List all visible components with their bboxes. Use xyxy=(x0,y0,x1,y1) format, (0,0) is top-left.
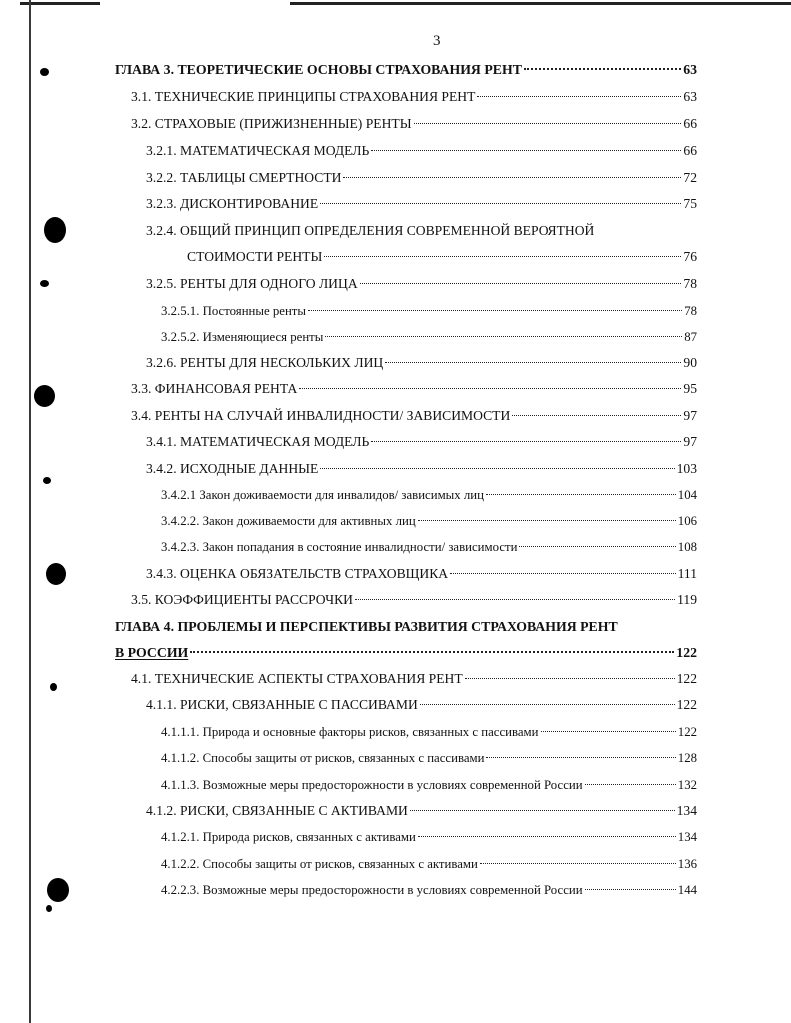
toc-entry-label: 4.1.1.3. Возможные меры предосторожности в условиях современной России xyxy=(161,778,583,792)
toc-entry-label: 4.1.1.2. Способы защиты от рисков, связанных с пассивами xyxy=(161,751,485,765)
toc-entry xyxy=(131,87,697,107)
toc-entry-label-continued: В РОССИИ xyxy=(115,645,189,660)
binder-hole-mark xyxy=(40,68,49,76)
toc-entry xyxy=(146,432,697,452)
scan-left-edge xyxy=(29,0,31,1023)
toc-entry xyxy=(161,327,697,347)
toc-entry-page: 97 xyxy=(683,408,697,423)
toc-entry xyxy=(161,722,697,742)
toc-entry-label: 3.2.5.2. Изменяющиеся ренты xyxy=(161,330,324,344)
toc-entry xyxy=(187,247,697,267)
toc-entry-page: 66 xyxy=(683,143,697,158)
toc-leader xyxy=(320,468,674,469)
toc-entry-page: 122 xyxy=(676,645,697,660)
toc-entry xyxy=(146,168,697,188)
toc-entry-label: 3.2. СТРАХОВЫЕ (ПРИЖИЗНЕННЫЕ) РЕНТЫ xyxy=(131,116,412,131)
toc-entry-page: 66 xyxy=(683,116,697,131)
toc-entry-page: 136 xyxy=(677,857,697,871)
toc-entry-page: 134 xyxy=(676,803,697,818)
toc-entry-page: 134 xyxy=(677,830,697,844)
toc-entry-label: 4.1. ТЕХНИЧЕСКИЕ АСПЕКТЫ СТРАХОВАНИЯ РЕНТ xyxy=(131,671,463,686)
toc-leader xyxy=(486,494,676,495)
toc-entry-label: 3.2.1. МАТЕМАТИЧЕСКАЯ МОДЕЛЬ xyxy=(146,143,370,158)
toc-leader xyxy=(477,96,681,97)
toc-entry-page: 87 xyxy=(684,330,697,344)
toc-entry-label: ГЛАВА 3. ТЕОРЕТИЧЕСКИЕ ОСНОВЫ СТРАХОВАНИЯ РЕНТ xyxy=(115,62,522,77)
toc-entry xyxy=(146,274,697,294)
toc-entry-label: 4.1.2.1. Природа рисков, связанных с активами xyxy=(161,830,416,844)
toc-entry-label: 3.2.5. РЕНТЫ ДЛЯ ОДНОГО ЛИЦА xyxy=(146,276,358,291)
toc-entry xyxy=(146,695,697,715)
toc-leader xyxy=(355,599,675,600)
toc-entry-label: 3.2.5.1. Постоянные ренты xyxy=(161,304,306,318)
toc-leader xyxy=(585,784,676,785)
toc-entry-label: 3.2.4. ОБЩИЙ ПРИНЦИП ОПРЕДЕЛЕНИЯ СОВРЕМЕННОЙ ВЕРОЯТНОЙ xyxy=(146,223,595,238)
page-number: 3 xyxy=(433,33,441,49)
toc-leader xyxy=(320,203,681,204)
toc-leader xyxy=(343,177,681,178)
toc-entry-label: 4.1.2. РИСКИ, СВЯЗАННЫЕ С АКТИВАМИ xyxy=(146,803,408,818)
toc-leader xyxy=(480,863,676,864)
toc-entry-page: 72 xyxy=(683,170,697,185)
toc-entry-label: 3.3. ФИНАНСОВАЯ РЕНТА xyxy=(131,381,298,396)
binder-hole xyxy=(47,878,69,902)
toc-entry-page: 106 xyxy=(677,514,697,528)
toc-leader xyxy=(418,520,676,521)
toc-entry xyxy=(161,537,697,557)
binder-hole-mark xyxy=(46,905,52,912)
toc-leader xyxy=(486,757,675,758)
toc-entry xyxy=(131,406,697,426)
toc-leader xyxy=(465,678,675,679)
toc-entry xyxy=(161,827,697,847)
toc-entry-page: 108 xyxy=(677,540,697,554)
toc-entry xyxy=(131,590,697,610)
toc-entry xyxy=(131,379,697,399)
toc-leader xyxy=(190,651,674,653)
toc-entry-label: 4.1.2.2. Способы защиты от рисков, связанных с активами xyxy=(161,857,478,871)
binder-hole-mark xyxy=(40,280,49,287)
toc-leader xyxy=(410,810,675,811)
toc-entry-label: 3.4.2.3. Закон попадания в состояние инвалидности/ зависимости xyxy=(161,540,518,554)
toc-entry xyxy=(161,854,697,874)
toc-entry-page: 122 xyxy=(676,671,697,686)
toc-leader xyxy=(371,150,681,151)
scan-top-gap xyxy=(100,0,290,6)
toc-leader xyxy=(360,283,682,284)
toc-entry xyxy=(146,194,697,214)
toc-entry-label: 3.4.3. ОЦЕНКА ОБЯЗАТЕЛЬСТВ СТРАХОВЩИКА xyxy=(146,566,449,581)
toc-entry xyxy=(115,60,697,80)
toc-entry xyxy=(131,669,697,689)
toc-entry-label: 3.4.2.2. Закон доживаемости для активных лиц xyxy=(161,514,416,528)
toc-entry-label: 3.4.2. ИСХОДНЫЕ ДАННЫЕ xyxy=(146,461,319,476)
toc-entry-label: 3.4. РЕНТЫ НА СЛУЧАЙ ИНВАЛИДНОСТИ/ ЗАВИСИМОСТИ xyxy=(131,408,511,423)
toc-entry xyxy=(161,511,697,531)
binder-hole-mark xyxy=(50,683,57,691)
toc-leader xyxy=(414,123,682,124)
toc-entry xyxy=(146,564,697,584)
binder-hole xyxy=(44,217,66,243)
toc-entry-label: 4.1.1. РИСКИ, СВЯЗАННЫЕ С ПАССИВАМИ xyxy=(146,697,418,712)
toc-entry xyxy=(161,485,697,505)
toc-entry-label: 3.4.2.1 Закон доживаемости для инвалидов/ зависимых лиц xyxy=(161,488,484,502)
toc-entry-label: ГЛАВА 4. ПРОБЛЕМЫ И ПЕРСПЕКТИВЫ РАЗВИТИЯ СТРАХОВАНИЯ РЕНТ xyxy=(115,619,618,634)
toc-entry-label: 3.5. КОЭФФИЦИЕНТЫ РАССРОЧКИ xyxy=(131,592,353,607)
toc-leader xyxy=(541,731,676,732)
toc-entry-page: 97 xyxy=(683,434,697,449)
toc-entry-page: 111 xyxy=(677,566,697,581)
toc-entry-label: 3.4.1. МАТЕМАТИЧЕСКАЯ МОДЕЛЬ xyxy=(146,434,370,449)
toc-entry-page: 103 xyxy=(676,461,697,476)
toc-leader xyxy=(450,573,676,574)
toc-entry-page: 95 xyxy=(683,381,697,396)
toc-entry-page: 122 xyxy=(676,697,697,712)
toc-entry-label: 4.2.2.3. Возможные меры предосторожности в условиях современной России xyxy=(161,883,583,897)
toc-entry-page: 75 xyxy=(683,196,697,211)
toc-entry-page: 122 xyxy=(677,725,697,739)
binder-hole xyxy=(46,563,66,585)
toc-entry-page: 132 xyxy=(677,778,697,792)
toc-entry xyxy=(146,141,697,161)
toc-entry-page: 76 xyxy=(683,249,697,264)
toc-entry xyxy=(146,801,697,821)
toc-entry-page: 128 xyxy=(677,751,697,765)
toc-entry-page: 78 xyxy=(683,276,697,291)
toc-entry-page: 63 xyxy=(683,89,697,104)
toc-entry xyxy=(161,301,697,321)
toc-leader xyxy=(420,704,675,705)
toc-leader xyxy=(519,546,675,547)
toc-entry-page: 90 xyxy=(683,355,697,370)
toc-entry-label: 3.2.2. ТАБЛИЦЫ СМЕРТНОСТИ xyxy=(146,170,342,185)
toc-entry-page: 78 xyxy=(684,304,697,318)
toc-entry xyxy=(146,353,697,373)
toc-entry-label-continued: СТОИМОСТИ РЕНТЫ xyxy=(187,249,323,264)
toc-entry-page: 63 xyxy=(683,62,697,77)
toc-leader xyxy=(324,256,681,257)
toc-entry-label: 3.2.6. РЕНТЫ ДЛЯ НЕСКОЛЬКИХ ЛИЦ xyxy=(146,355,384,370)
toc-entry-label: 3.1. ТЕХНИЧЕСКИЕ ПРИНЦИПЫ СТРАХОВАНИЯ РЕНТ xyxy=(131,89,476,104)
toc-entry-label: 4.1.1.1. Природа и основные факторы рисков, связанных с пассивами xyxy=(161,725,539,739)
toc-entry xyxy=(161,880,697,900)
toc-leader xyxy=(299,388,681,389)
toc-leader xyxy=(585,889,676,890)
toc-leader xyxy=(325,336,682,337)
toc-entry xyxy=(115,643,697,663)
toc-leader xyxy=(385,362,681,363)
toc-leader xyxy=(371,441,681,442)
toc-entry xyxy=(161,748,697,768)
toc-entry-page: 119 xyxy=(677,592,697,607)
binder-hole-mark xyxy=(43,477,51,484)
binder-hole xyxy=(34,385,55,407)
toc-leader xyxy=(418,836,676,837)
toc-entry-page: 104 xyxy=(677,488,697,502)
toc-entry-label: 3.2.3. ДИСКОНТИРОВАНИЕ xyxy=(146,196,319,211)
toc-leader xyxy=(524,68,681,70)
toc-leader xyxy=(512,415,681,416)
toc-entry xyxy=(131,114,697,134)
toc-entry xyxy=(146,459,697,479)
toc-leader xyxy=(308,310,682,311)
toc-entry-page: 144 xyxy=(677,883,697,897)
toc-entry xyxy=(161,775,697,795)
